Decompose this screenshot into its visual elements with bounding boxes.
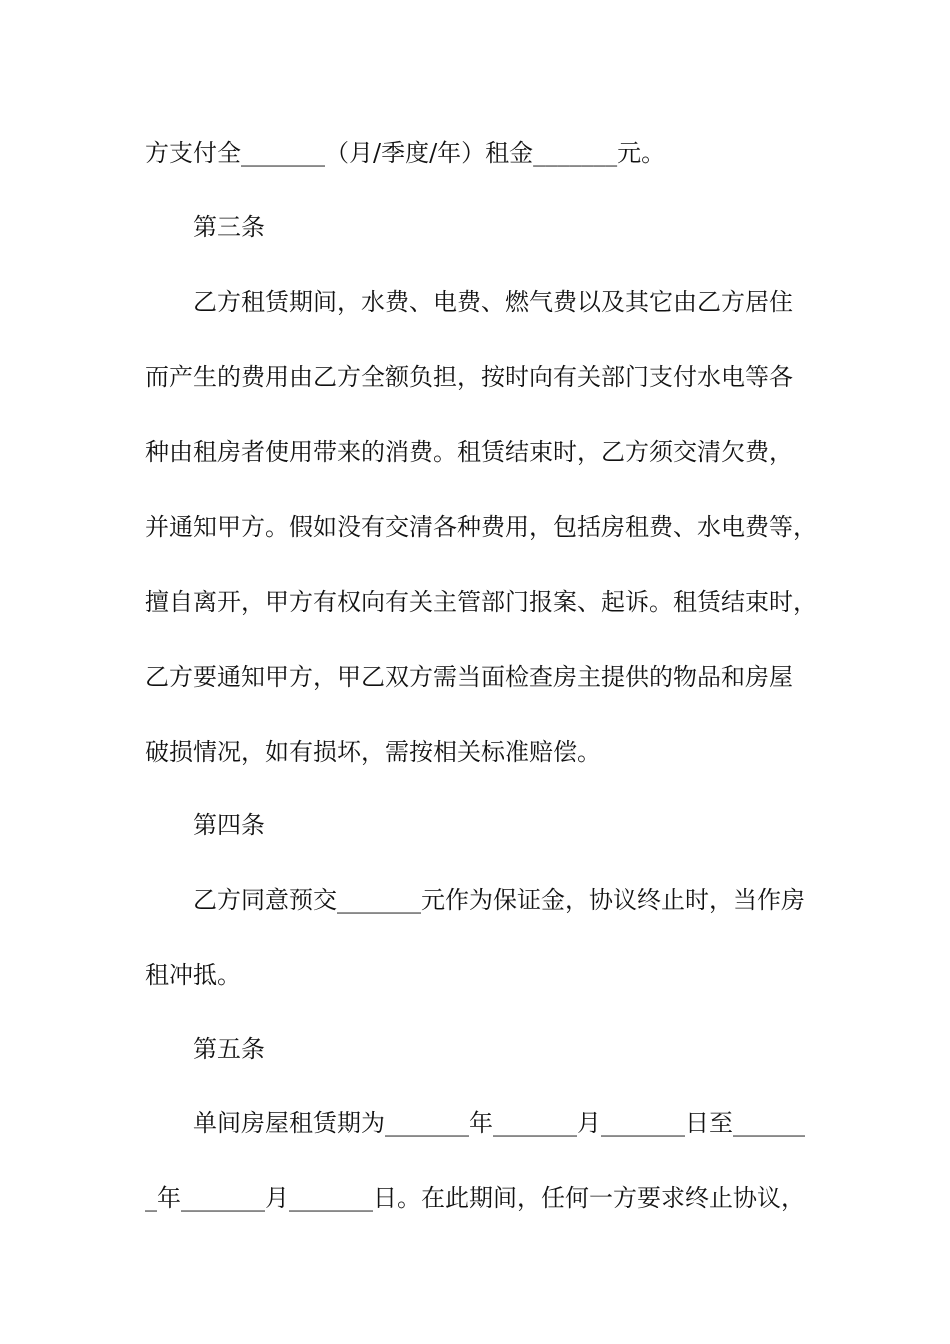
body-line-utilities-1: 乙方租赁期间，水费、电费、燃气费以及其它由乙方居住: [193, 288, 793, 316]
body-line-rent-payment: 方支付全_______（月/季度/年）租金_______元。: [145, 139, 666, 167]
article-heading-3: 第三条: [193, 213, 265, 241]
article-heading-5: 第五条: [193, 1035, 265, 1063]
body-line-deposit-2: 租冲抵。: [145, 961, 241, 989]
body-line-utilities-3: 种由租房者使用带来的消费。租赁结束时，乙方须交清欠费，: [145, 438, 793, 466]
article-heading-4: 第四条: [193, 811, 265, 839]
body-line-deposit-1: 乙方同意预交_______元作为保证金，协议终止时，当作房: [193, 886, 805, 914]
body-line-utilities-5: 擅自离开，甲方有权向有关主管部门报案、起诉。租赁结束时，: [145, 588, 817, 616]
body-line-term-2: _年_______月_______日。在此期间，任何一方要求终止协议，: [145, 1184, 805, 1212]
body-line-utilities-7: 破损情况，如有损坏，需按相关标准赔偿。: [145, 738, 601, 766]
body-line-utilities-6: 乙方要通知甲方，甲乙双方需当面检查房主提供的物品和房屋: [145, 663, 793, 691]
body-line-utilities-4: 并通知甲方。假如没有交清各种费用，包括房租费、水电费等，: [145, 513, 817, 541]
body-line-term-1: 单间房屋租赁期为_______年_______月_______日至______: [193, 1109, 805, 1137]
body-line-utilities-2: 而产生的费用由乙方全额负担，按时向有关部门支付水电等各: [145, 363, 793, 391]
